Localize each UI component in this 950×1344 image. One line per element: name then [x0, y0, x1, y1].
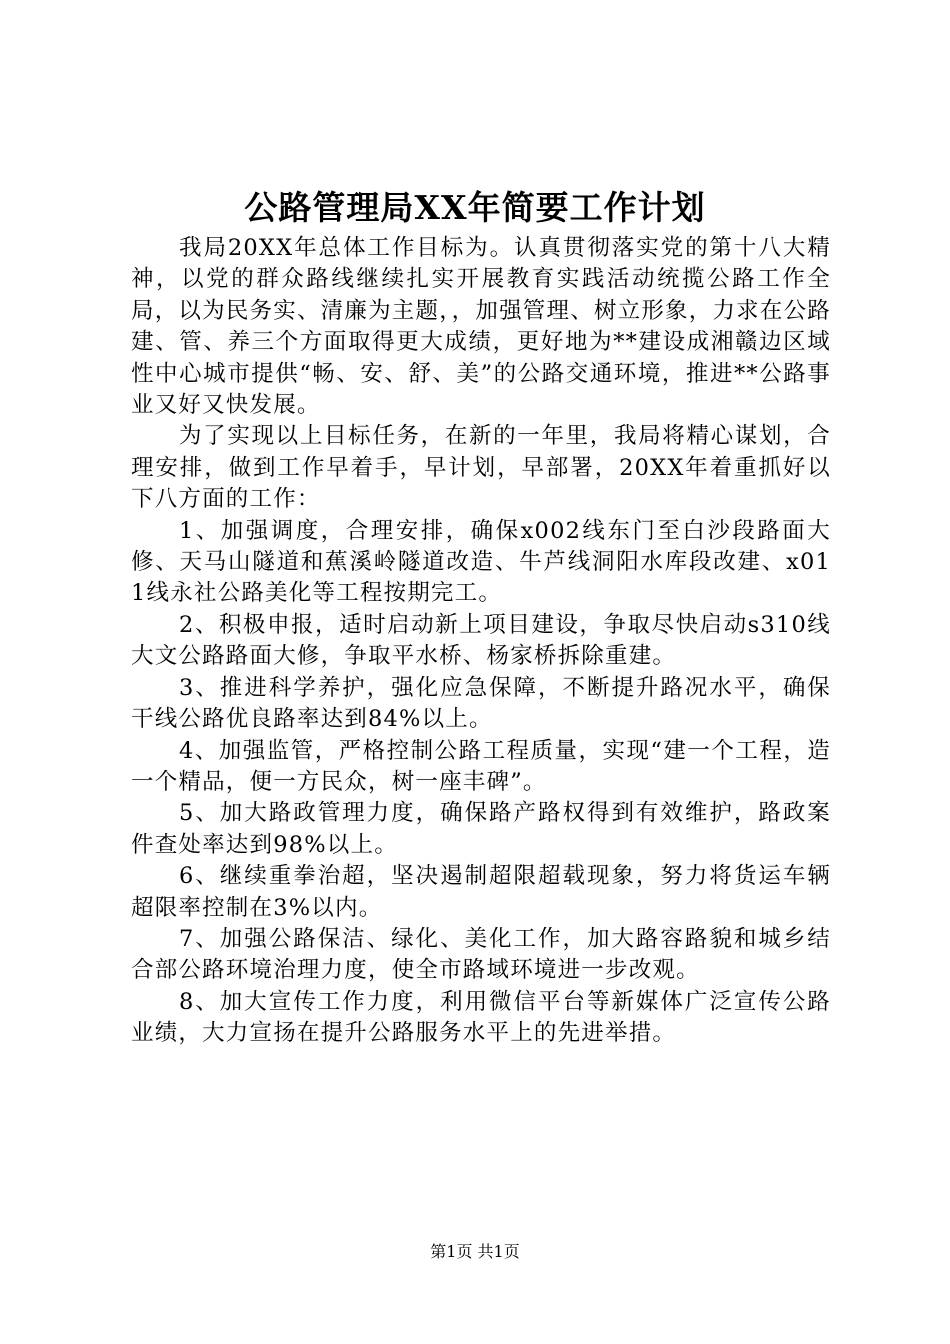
- paragraph-item-6: 6、继续重拳治超，坚决遏制超限超载现象，努力将货运车辆超限率控制在3%以内。: [131, 863, 831, 921]
- document-body: [131, 233, 831, 1050]
- page-footer: 第1页 共1页: [430, 1242, 520, 1261]
- paragraph-item-1: 1、加强调度，合理安排，确保x002线东门至白沙段路面大修、天马山隧道和蕉溪岭隧道改造、牛芦线洞阳水库段改建、x011线永社公路美化等工程按期完工。: [131, 517, 831, 607]
- paragraph-intro: 为了实现以上目标任务，在新的一年里，我局将精心谋划，合理安排，做到工作早着手，早计划，早部署，20XX年着重抓好以下八方面的工作：: [131, 423, 831, 513]
- paragraph-goal: 我局20XX年总体工作目标为。认真贯彻落实党的第十八大精神，以党的群众路线继续扎实开展教育实践活动统揽公路工作全局，以为民务实、清廉为主题，，加强管理、树立形象，力求在公路建、管、养三个方面取得更大成绩，更好地为**建设成湘赣边区域性中心城市提供“畅、安、舒、美”的公路交通环境，推进**公路事业又好又快发展。: [131, 235, 831, 419]
- page-title: 公路管理局XX年简要工作计划: [244, 188, 706, 227]
- paragraph-item-2: 2、积极申报，适时启动新上项目建设，争取尽快启动s310线大文公路路面大修，争取平水桥、杨家桥拆除重建。: [131, 611, 831, 670]
- paragraph-item-3: 3、推进科学养护，强化应急保障，不断提升路况水平，确保干线公路优良路率达到84%以上。: [131, 674, 831, 733]
- paragraph-item-5: 5、加大路政管理力度，确保路产路权得到有效维护，路政案件查处率达到98%以上。: [131, 800, 831, 858]
- paragraph-item-8: 8、加大宣传工作力度，利用微信平台等新媒体广泛宣传公路业绩，大力宣扬在提升公路服务水平上的先进举措。: [131, 988, 831, 1047]
- paragraph-item-7: 7、加强公路保洁、绿化、美化工作，加大路容路貌和城乡结合部公路环境治理力度，使全市路域环境进一步改观。: [131, 925, 831, 984]
- paragraph-item-4: 4、加强监管，严格控制公路工程质量，实现“建一个工程，造一个精品，便一方民众，树一座丰碑”。: [131, 737, 831, 795]
